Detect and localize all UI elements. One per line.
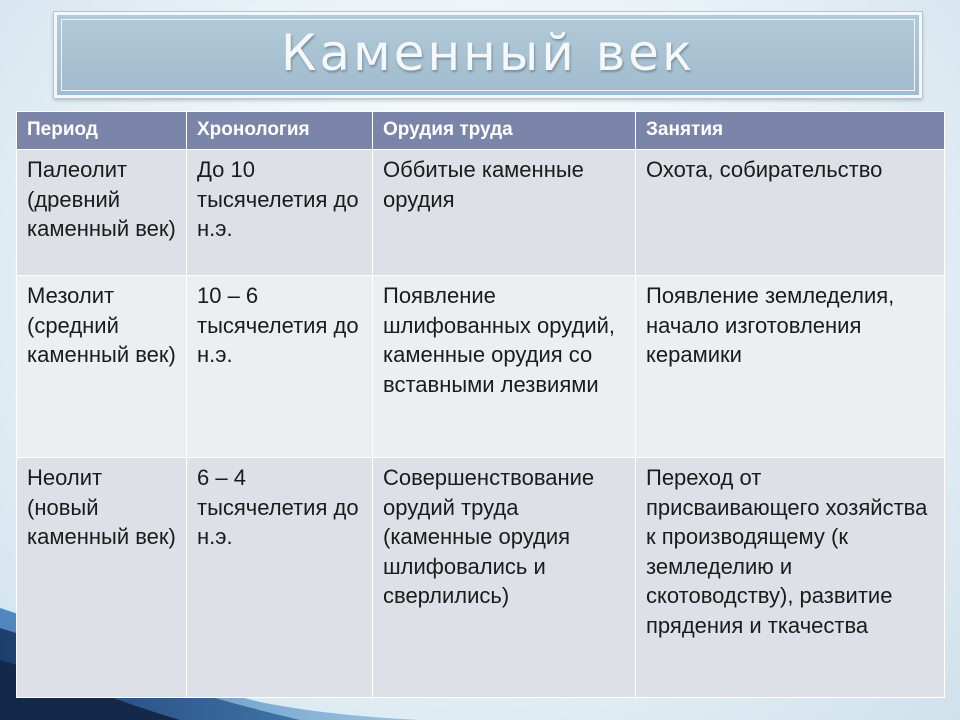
header-occupations: Занятия: [636, 112, 945, 150]
title-banner: [54, 12, 922, 98]
table-row: [17, 458, 945, 698]
stone-age-table: [16, 111, 945, 698]
cell-occupations: Охота, собирательство: [636, 150, 945, 276]
header-period: Период: [17, 112, 187, 150]
cell-occupations: Появление земледелия, начало изготовления керамики: [636, 276, 945, 458]
table-row: [17, 150, 945, 276]
cell-period: Неолит (новый каменный век): [17, 458, 187, 698]
cell-chronology: До 10 тысячелетия до н.э.: [187, 150, 373, 276]
cell-occupations: Переход от присваивающего хозяйства к производящему (к земледелию и скотоводству), развитие прядения и ткачества: [636, 458, 945, 698]
cell-chronology: 6 – 4 тысячелетия до н.э.: [187, 458, 373, 698]
title-banner-inner: [61, 19, 915, 91]
cell-tools: Появление шлифованных орудий, каменные орудия со вставными лезвиями: [373, 276, 636, 458]
cell-period: Мезолит (средний каменный век): [17, 276, 187, 458]
header-chronology: Хронология: [187, 112, 373, 150]
cell-tools: Совершенствование орудий труда (каменные орудия шлифовались и сверлились): [373, 458, 636, 698]
header-row: [17, 112, 945, 150]
cell-chronology: 10 – 6 тысячелетия до н.э.: [187, 276, 373, 458]
cell-period: Палеолит (древний каменный век): [17, 150, 187, 276]
page-title: Каменный век: [280, 24, 696, 82]
cell-tools: Оббитые каменные орудия: [373, 150, 636, 276]
table-row: [17, 276, 945, 458]
header-tools: Орудия труда: [373, 112, 636, 150]
